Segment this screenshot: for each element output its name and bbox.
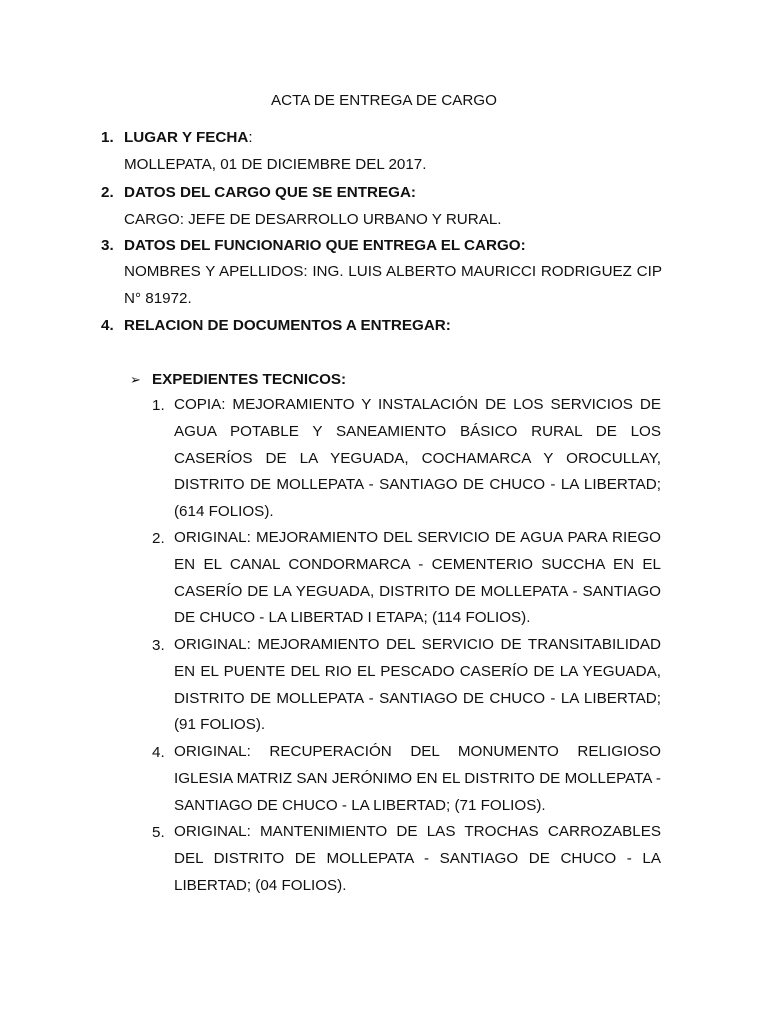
section-number: 1. [101, 129, 114, 146]
section-number: 2. [101, 184, 114, 201]
list-item-number: 1. [152, 397, 165, 414]
list-item-text: ORIGINAL: MEJORAMIENTO DEL SERVICIO DE TRANSITABILIDAD EN EL PUENTE DEL RIO EL PESCADO CASERÍO DE LA YEGUADA, DISTRITO DE MOLLEPATA - SANTIAGO DE CHUCO - LA LIBERTAD; (91 FOLIOS). [174, 636, 661, 734]
section-heading: DATOS DEL CARGO QUE SE ENTREGA: [124, 184, 416, 201]
document-title: ACTA DE ENTREGA DE CARGO [271, 92, 497, 109]
section-number: 4. [101, 317, 114, 334]
arrow-bullet-icon: ➢ [130, 372, 141, 387]
list-item-number: 4. [152, 744, 165, 761]
list-item-text: ORIGINAL: RECUPERACIÓN DEL MONUMENTO RELIGIOSO IGLESIA MATRIZ SAN JERÓNIMO EN EL DISTRITO DE MOLLEPATA - SANTIAGO DE CHUCO - LA LIBERTAD; (71 FOLIOS). [174, 743, 661, 814]
section-body: CARGO: JEFE DE DESARROLLO URBANO Y RURAL. [124, 211, 502, 228]
list-item-number: 3. [152, 637, 165, 654]
subsection-heading: EXPEDIENTES TECNICOS: [152, 371, 347, 388]
list-item-number: 5. [152, 824, 165, 841]
section-heading: DATOS DEL FUNCIONARIO QUE ENTREGA EL CARGO: [124, 237, 526, 254]
section-body: NOMBRES Y APELLIDOS: ING. LUIS ALBERTO MAURICCI RODRIGUEZ CIP N° 81972. [124, 263, 662, 307]
section-number: 3. [101, 237, 114, 254]
section-heading: RELACION DE DOCUMENTOS A ENTREGAR: [124, 317, 451, 334]
list-item-text: ORIGINAL: MANTENIMIENTO DE LAS TROCHAS CARROZABLES DEL DISTRITO DE MOLLEPATA - SANTIAGO DE CHUCO - LA LIBERTAD; (04 FOLIOS). [174, 823, 661, 894]
list-item-text: COPIA: MEJORAMIENTO Y INSTALACIÓN DE LOS SERVICIOS DE AGUA POTABLE Y SANEAMIENTO BÁSICO RURAL DE LOS CASERÍOS DE LA YEGUADA, COCHAMARCA Y OROCULLAY, DISTRITO DE MOLLEPATA - SANTIAGO DE CHUCO - LA LIBERTAD; (614 FOLIOS). [174, 396, 661, 521]
list-item-text: ORIGINAL: MEJORAMIENTO DEL SERVICIO DE AGUA PARA RIEGO EN EL CANAL CONDORMARCA - CEMENTERIO SUCCHA EN EL CASERÍO DE LA YEGUADA, DISTRITO DE MOLLEPATA - SANTIAGO DE CHUCO - LA LIBERTAD I ETAPA; (114 FOLIOS). [174, 529, 661, 627]
section-heading: LUGAR Y FECHA: [124, 129, 253, 146]
list-item-number: 2. [152, 530, 165, 547]
section-body: MOLLEPATA, 01 DE DICIEMBRE DEL 2017. [124, 156, 427, 173]
